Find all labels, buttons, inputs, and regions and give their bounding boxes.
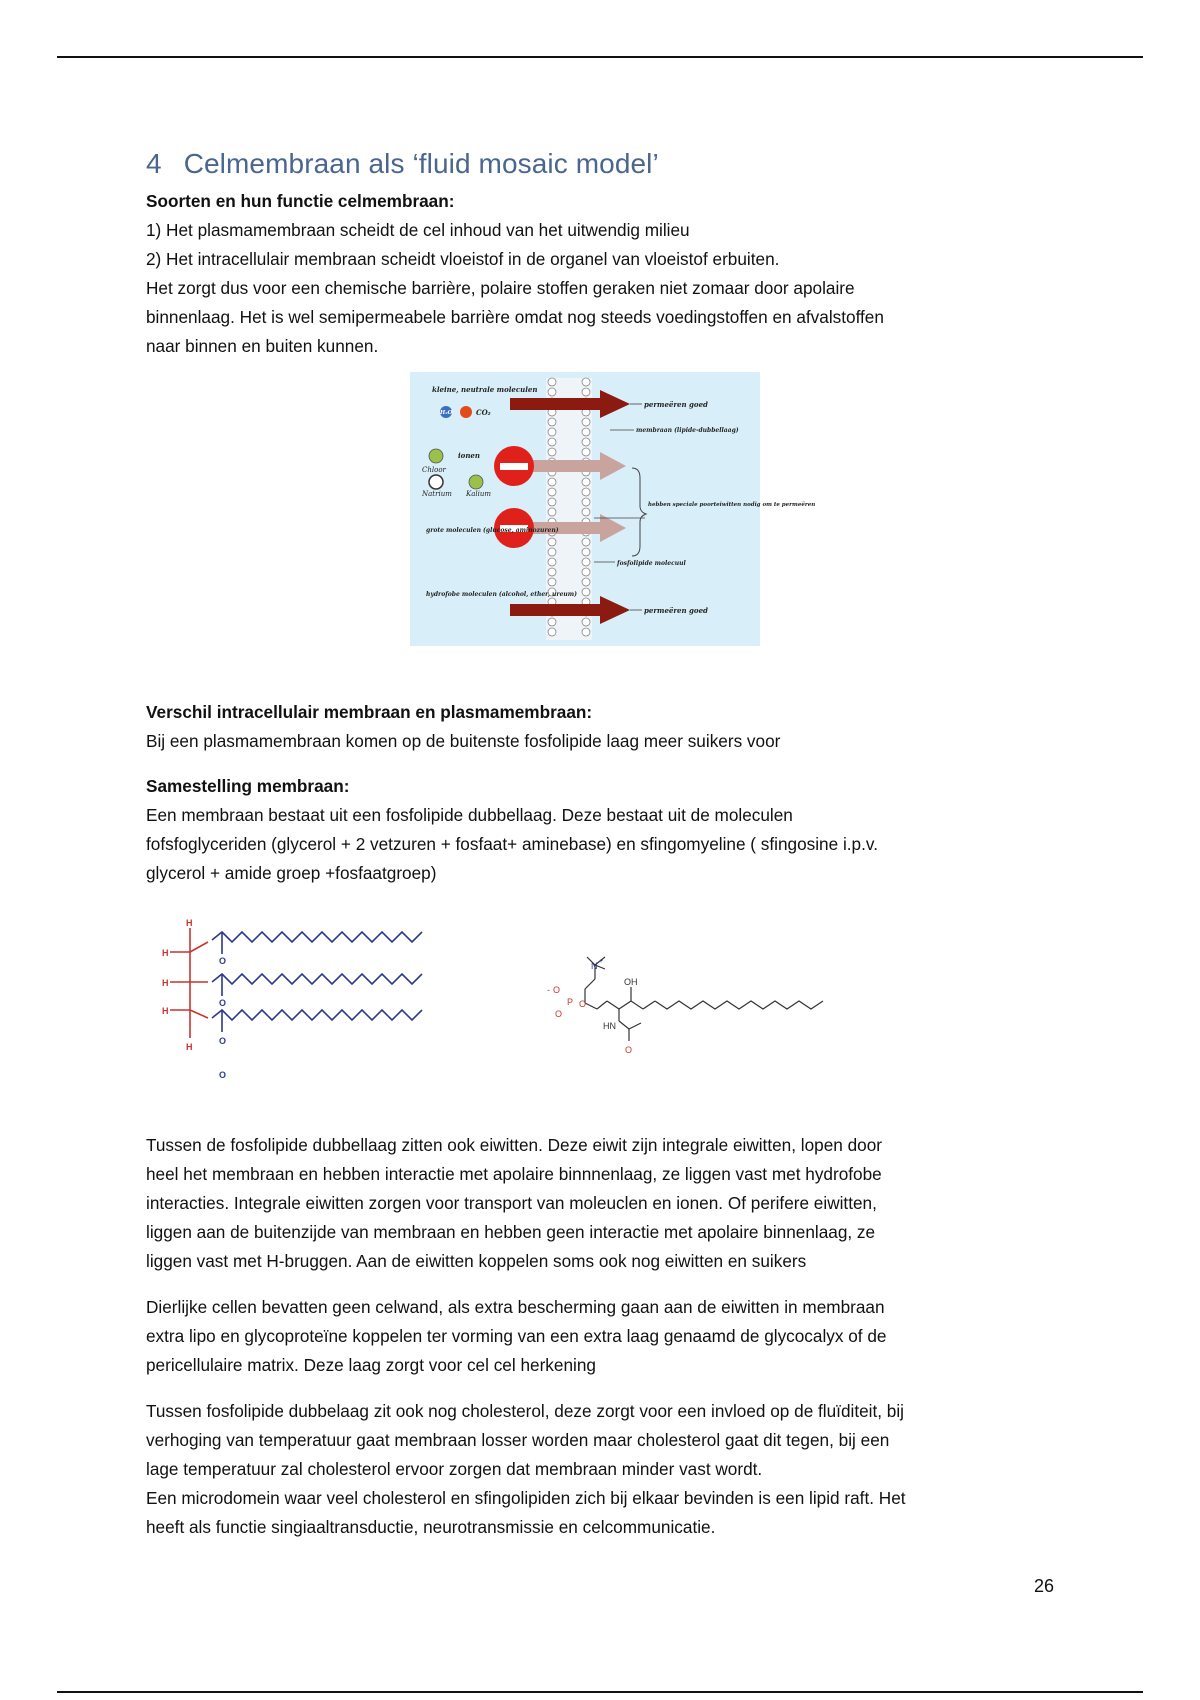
atom-plus: +: [599, 958, 604, 965]
bottom-rule: [57, 1691, 1143, 1693]
samenstelling-line: Een membraan bestaat uit een fosfolipide dubbellaag. Deze bestaat uit de moleculen: [146, 805, 793, 825]
label-small-neutral: kleine, neutrale moleculen: [432, 385, 538, 394]
paragraph-line: interacties. Integrale eiwitten zorgen voor transport van moleuclen en ionen. Of perifere eiwitten,: [146, 1193, 877, 1213]
samenstelling-line: fofsfoglyceriden (glycerol + 2 vetzuren + fosfaat+ aminebase) en sfingomyeline ( sfingosine i.p.v.: [146, 834, 878, 854]
paragraph-glycocalyx: [146, 1293, 1076, 1380]
section-heading: [146, 148, 659, 180]
atom-o: O: [219, 1036, 227, 1046]
atom-h: H: [162, 1006, 169, 1016]
soorten-line: 1) Het plasmamembraan scheidt de cel inhoud van het uitwendig milieu: [146, 220, 690, 240]
label-permeren-bottom: permeëren goed: [644, 606, 708, 615]
soorten-block: [146, 187, 1076, 361]
samenstelling-line: glycerol + amide groep +fosfaatgroep): [146, 863, 437, 883]
paragraph-line: Tussen fosfolipide dubbelaag zit ook nog cholesterol, deze zorgt voor een invloed op de fluïditeit, bij: [146, 1401, 905, 1421]
paragraph-line: verhoging van temperatuur gaat membraan losser worden maar cholesterol gaat dit tegen, bij een: [146, 1430, 890, 1450]
atom-minus: -: [547, 985, 550, 995]
paragraph-line: pericellulaire matrix. Deze laag zorgt voor cel cel herkening: [146, 1355, 596, 1375]
paragraph-line: Dierlijke cellen bevatten geen celwand, als extra bescherming gaan aan de eiwitten in membraan: [146, 1297, 885, 1317]
oxygen-molecule-icon: [460, 406, 472, 418]
atom-o: O: [219, 956, 227, 966]
atom-o: O: [219, 998, 227, 1008]
chloride-ion-icon: [429, 449, 443, 463]
atom-o: O: [625, 1045, 633, 1055]
atom-o: O: [219, 1070, 227, 1080]
stop-icon: [494, 446, 534, 486]
paragraph-line: extra lipo en glycoproteïne koppelen ter vorming van een extra laag genaamd de glycocalyx of de: [146, 1326, 887, 1346]
atom-h: H: [162, 948, 169, 958]
verschil-heading: Verschil intracellulair membraan en plasmamembraan:: [146, 702, 593, 722]
soorten-line: binnenlaag. Het is wel semipermeabele barrière omdat nog steeds voedingstoffen en afvalstoffen: [146, 307, 884, 327]
paragraph-line: lage temperatuur zal cholesterol ervoor zorgen dat membraan minder vast wordt.: [146, 1459, 763, 1479]
label-chloor: Chloor: [422, 466, 446, 474]
atom-hn: HN: [603, 1021, 616, 1031]
label-hydrofobe: hydrofobe moleculen (alcohol, ether, ureum): [426, 591, 577, 598]
label-membraan: membraan (lipide-dubbellaag): [636, 427, 739, 434]
atom-h: H: [186, 1042, 193, 1052]
atom-o: O: [553, 985, 561, 995]
paragraph-line: Tussen de fosfolipide dubbellaag zitten ook eiwitten. Deze eiwit zijn integrale eiwitten, lopen door: [146, 1135, 882, 1155]
verschil-block: [146, 698, 1076, 756]
soorten-line: 2) Het intracellulair membraan scheidt vloeistof in de organel van vloeistof erbuiten.: [146, 249, 780, 269]
soorten-heading: Soorten en hun functie celmembraan:: [146, 191, 455, 211]
atom-h: H: [162, 978, 169, 988]
page-number: 26: [1033, 1576, 1054, 1596]
label-kalium: Kalium: [466, 490, 492, 498]
section-title: Celmembraan als ‘fluid mosaic model’: [183, 148, 659, 179]
atom-n: N: [591, 961, 598, 971]
label-fosfolipide: fosfolipide molecuul: [617, 560, 686, 567]
label-permeren-top: permeëren goed: [644, 400, 708, 409]
soorten-line: Het zorgt dus voor een chemische barrière, polaire stoffen geraken niet zomaar door apolaire: [146, 278, 855, 298]
paragraph-cholesterol: [146, 1397, 1076, 1542]
paragraph-line: liggen aan de buitenzijde van membraan en hebben geen interactie met apolaire binnenlaag, ze: [146, 1222, 876, 1242]
glyceride-structure-figure: [150, 910, 440, 1080]
verschil-line: Bij een plasmamembraan komen op de buitenste fosfolipide laag meer suikers voor: [146, 731, 781, 751]
atom-o: O: [555, 1009, 563, 1019]
paragraph-eiwitten: [146, 1131, 1076, 1276]
section-number: 4: [146, 148, 162, 179]
paragraph-line: Een microdomein waar veel cholesterol en sfingolipiden zich bij elkaar bevinden is een lipid raft. Het: [146, 1488, 906, 1508]
paragraph-line: heeft als functie singiaaltransductie, neurotransmissie en celcommunicatie.: [146, 1517, 716, 1537]
atom-h: H: [186, 918, 193, 928]
sphingomyelin-structure-figure: [545, 935, 835, 1060]
label-co2: CO₂: [476, 408, 491, 417]
lipid-bilayer: [546, 378, 592, 640]
label-grote: grote moleculen (glucose, aminozuren): [426, 527, 559, 534]
atom-p: P: [567, 997, 574, 1007]
samenstelling-block: [146, 772, 1076, 888]
label-speciale: hebben speciale poorteiwitten nodig om te permeëren: [648, 502, 816, 508]
paragraph-line: heel het membraan en hebben interactie met apolaire binnnenlaag, ze liggen vast met hydrofobe: [146, 1164, 882, 1184]
potassium-ion-icon: [469, 475, 483, 489]
atom-o: O: [579, 999, 587, 1009]
label-h2o: H₂O: [440, 410, 453, 416]
top-rule: [57, 56, 1143, 58]
label-ionen: ionen: [458, 451, 480, 460]
paragraph-line: liggen vast met H-bruggen. Aan de eiwitten koppelen soms ook nog eiwitten en suikers: [146, 1251, 807, 1271]
label-natrium: Natrium: [422, 490, 452, 498]
samenstelling-heading: Samestelling membraan:: [146, 776, 350, 796]
membrane-permeability-figure: [410, 372, 816, 646]
atom-oh: OH: [624, 977, 638, 987]
sodium-ion-icon: [429, 475, 443, 489]
soorten-line: naar binnen en buiten kunnen.: [146, 336, 379, 356]
